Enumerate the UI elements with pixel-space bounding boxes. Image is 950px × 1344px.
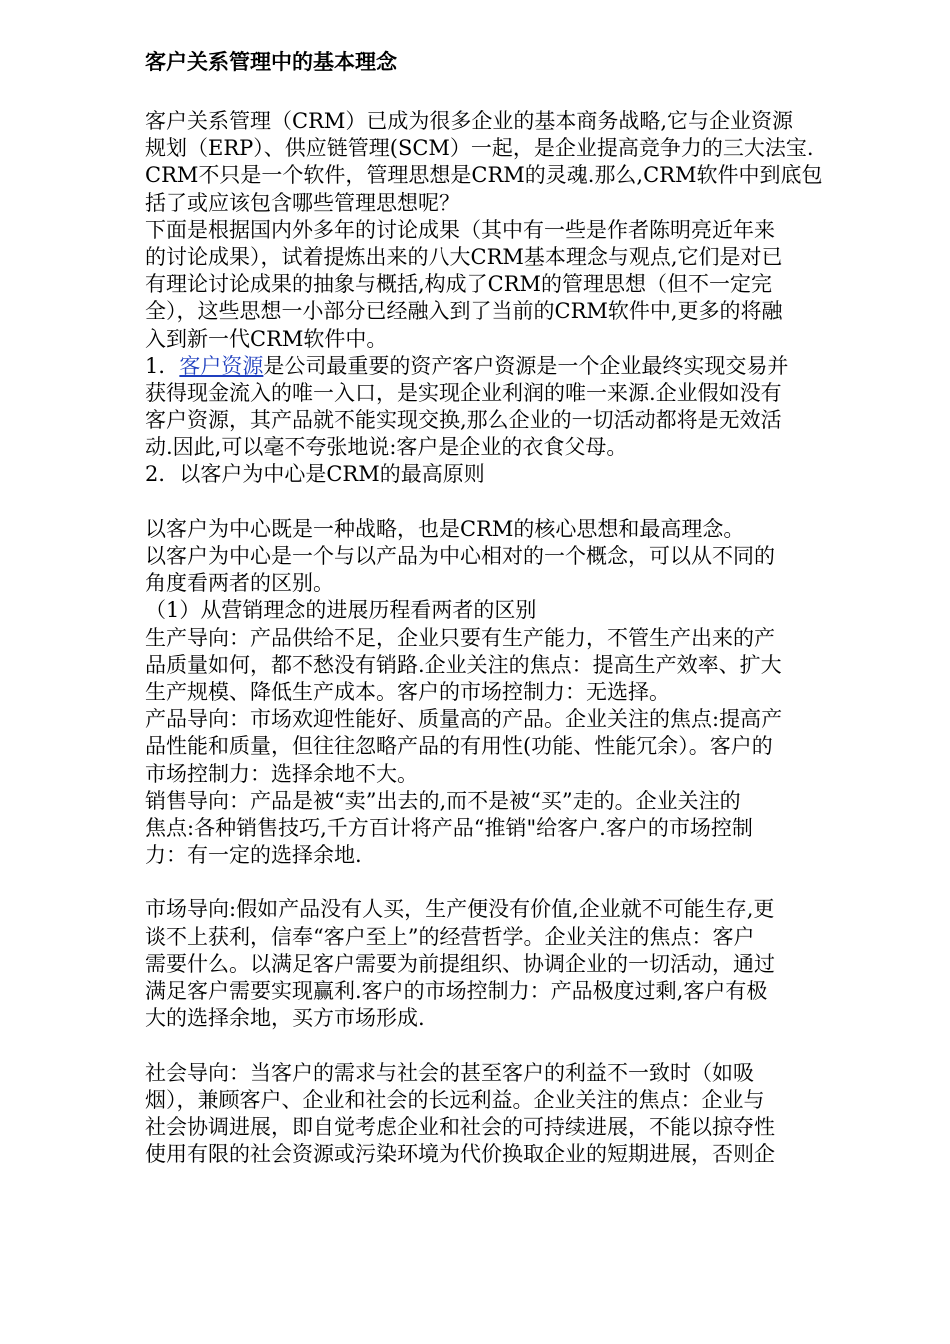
document-page bbox=[145, 44, 885, 1168]
paragraph-line: 客户资源，其产品就不能实现交换,那么企业的一切活动都将是无效活 bbox=[145, 408, 782, 433]
paragraph-line: 力：有一定的选择余地. bbox=[145, 843, 362, 868]
paragraph-line: 社会导向：当客户的需求与社会的甚至客户的利益不一致时（如吸 bbox=[145, 1060, 754, 1085]
paragraph-line: 社会协调进展，即自觉考虑企业和社会的可持续进展，不能以掠夺性 bbox=[145, 1114, 775, 1139]
point-1-text: 是公司最重要的资产客户资源是一个企业最终实现交易并 bbox=[263, 353, 789, 378]
paragraph-line: 以客户为中心既是一种战略，也是CRM的核心思想和最高理念。 bbox=[145, 516, 745, 541]
paragraph-line: 焦点:各种销售技巧,千方百计将产品“推销"给客户.客户的市场控制 bbox=[145, 815, 753, 840]
paragraph-line: 有理论讨论成果的抽象与概括,构成了CRM的管理思想（但不一定完 bbox=[145, 272, 773, 297]
market-orientation-section bbox=[145, 896, 885, 1032]
paragraph-line: 括了或应该包含哪些管理思想呢？ bbox=[145, 190, 460, 215]
paragraph-line: 市场导向:假如产品没有人买，生产便没有价值,企业就不可能生存,更 bbox=[145, 897, 775, 922]
paragraph-line: 销售导向：产品是被“卖”出去的,而不是被“买”走的。企业关注的 bbox=[145, 788, 741, 813]
paragraph-line: 全），这些思想一小部分已经融入到了当前的CRM软件中,更多的将融 bbox=[145, 299, 783, 324]
intro-section bbox=[145, 108, 885, 353]
social-orientation-section bbox=[145, 1060, 885, 1169]
paragraph-line: 规划（ERP）、供应链管理(SCM）一起，是企业提高竞争力的三大法宝. bbox=[145, 136, 814, 161]
paragraph-line: 产品导向：市场欢迎性能好、质量高的产品。企业关注的焦点:提高产 bbox=[145, 707, 783, 732]
page-title: 客户关系管理中的基本理念 bbox=[145, 49, 397, 74]
blank-line bbox=[145, 1032, 885, 1059]
point-1-first-line bbox=[145, 353, 885, 380]
paragraph-line: 入到新一代CRM软件中。 bbox=[145, 326, 388, 351]
paragraph-line: 烟），兼顾客户、企业和社会的长远利益。企业关注的焦点：企业与 bbox=[145, 1087, 765, 1112]
point-1-section bbox=[145, 353, 885, 462]
paragraph-line: 大的选择余地，买方市场形成. bbox=[145, 1006, 425, 1031]
paragraph-line: 的讨论成果），试着提炼出来的八大CRM基本理念与观点,它们是对已 bbox=[145, 244, 783, 269]
paragraph-line: 品质量如何，都不愁没有销路.企业关注的焦点：提高生产效率、扩大 bbox=[145, 652, 782, 677]
customer-resource-link[interactable]: 客户资源 bbox=[179, 353, 264, 378]
paragraph-line: 以客户为中心是一个与以产品为中心相对的一个概念，可以从不同的 bbox=[145, 544, 775, 568]
subsection-heading: （1）从营销理念的进展历程看两者的区别 bbox=[145, 598, 537, 623]
point-1-number: 1． bbox=[145, 353, 180, 378]
paragraph-line: 下面是根据国内外多年的讨论成果（其中有一些是作者陈明亮近年来 bbox=[145, 217, 775, 242]
point-2-heading: 2．以客户为中心是CRM的最高原则 bbox=[145, 462, 485, 487]
paragraph-line: 市场控制力：选择余地不大。 bbox=[145, 761, 418, 786]
paragraph-line: 使用有限的社会资源或污染环境为代价换取企业的短期进展，否则企 bbox=[145, 1142, 775, 1167]
paragraph-line: 谈不上获利，信奉“客户至上”的经营哲学。企业关注的焦点：客户 bbox=[145, 924, 755, 949]
paragraph-line: 客户关系管理（CRM）已成为很多企业的基本商务战略,它与企业资源 bbox=[145, 109, 794, 133]
paragraph-line: 品性能和质量，但往往忽略产品的有用性(功能、性能冗余）。客户的 bbox=[145, 734, 773, 759]
paragraph-line: 角度看两者的区别。 bbox=[145, 571, 334, 596]
blank-line bbox=[145, 489, 885, 516]
paragraph-line: 生产导向：产品供给不足，企业只要有生产能力，不管生产出来的产 bbox=[145, 625, 775, 650]
blank-line bbox=[145, 869, 885, 896]
point-2-section bbox=[145, 516, 885, 869]
paragraph-line: 满足客户需要实现赢利.客户的市场控制力：产品极度过剩,客户有极 bbox=[145, 979, 768, 1003]
paragraph-line: 生产规模、降低生产成本。客户的市场控制力：无选择。 bbox=[145, 679, 670, 704]
paragraph-line: 获得现金流入的唯一入口，是实现企业利润的唯一来源.企业假如没有 bbox=[145, 380, 782, 405]
paragraph-line: 动.因此,可以毫不夸张地说:客户是企业的衣食父母。 bbox=[145, 435, 628, 460]
paragraph-line: CRM不只是一个软件，管理思想是CRM的灵魂.那么,CRM软件中到底包 bbox=[145, 163, 823, 188]
paragraph-line: 需要什么。以满足客户需要为前提组织、协调企业的一切活动，通过 bbox=[145, 951, 775, 976]
